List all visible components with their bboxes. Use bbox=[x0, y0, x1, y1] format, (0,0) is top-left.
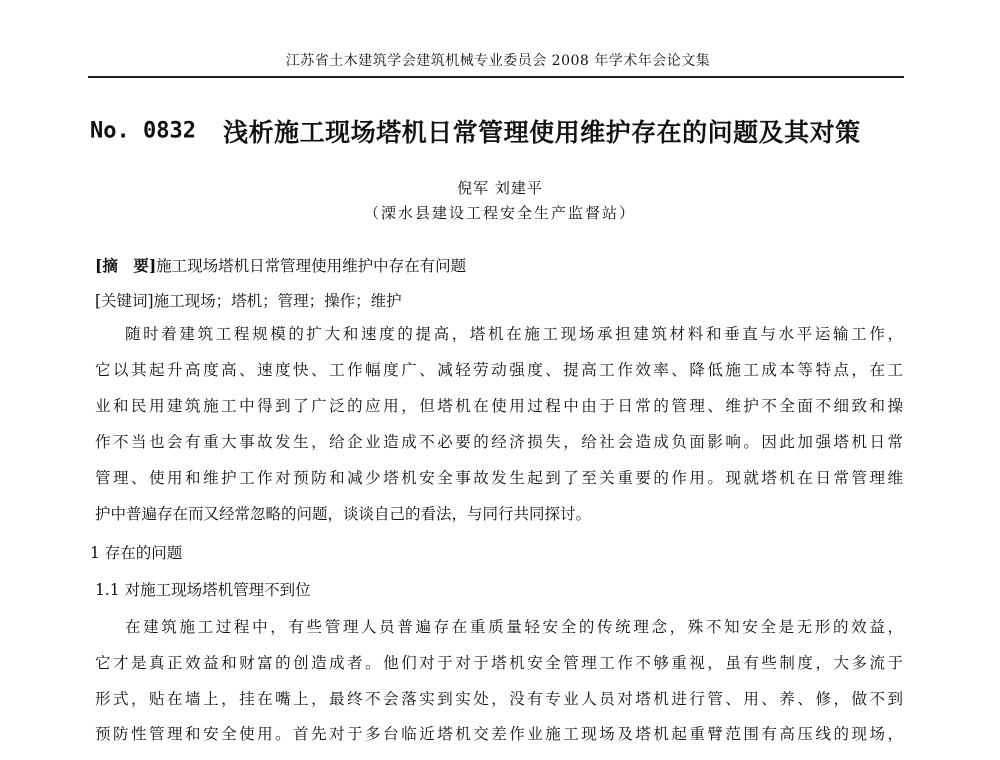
body-line: 预防性管理和安全使用。首先对于多台临近塔机交差作业施工现场及塔机起重臂范围有高压线的现场， bbox=[95, 725, 903, 743]
paper-number: No. 0832 bbox=[90, 118, 196, 144]
section-heading: 1 存在的问题 bbox=[90, 544, 183, 562]
body-line: 在建筑施工过程中，有些管理人员普遍存在重质量轻安全的传统理念，殊不知安全是无形的效益， bbox=[125, 618, 903, 636]
running-header: 江苏省土木建筑学会建筑机械专业委员会 2008 年学术年会论文集 bbox=[285, 53, 711, 69]
keywords-label: [关键词] bbox=[95, 292, 154, 310]
abstract bbox=[95, 254, 466, 276]
intro-line: 随时着建筑工程规模的扩大和速度的提高，塔机在施工现场承担建筑材料和垂直与水平运输工作， bbox=[125, 325, 903, 343]
keywords-text: 施工现场；塔机；管理；操作；维护 bbox=[153, 292, 402, 310]
intro-line: 它以其起升高度高、速度快、工作幅度广、减轻劳动强度、提高工作效率、降低施工成本等特点，在工 bbox=[95, 361, 903, 379]
header-rule bbox=[88, 76, 904, 78]
subsection-heading: 1.1 对施工现场塔机管理不到位 bbox=[95, 581, 311, 599]
intro-line: 业和民用建筑施工中得到了广泛的应用，但塔机在使用过程中由于日常的管理、维护不全面不细致和操 bbox=[95, 397, 903, 415]
title-row bbox=[90, 113, 950, 149]
body-line: 形式，贴在墙上，挂在嘴上，最终不会落实到实处，没有专业人员对塔机进行管、用、养、修，做不到 bbox=[95, 690, 903, 708]
intro-line: 管理、使用和维护工作对预防和减少塔机安全事故发生起到了至关重要的作用。现就塔机在日常管理维 bbox=[95, 469, 903, 487]
abstract-text: 施工现场塔机日常管理使用维护中存在有问题 bbox=[156, 257, 467, 275]
body-line: 它才是真正效益和财富的创造成者。他们对于对于塔机安全管理工作不够重视，虽有些制度，大多流于 bbox=[95, 654, 903, 672]
keywords bbox=[95, 289, 402, 311]
intro-line: 作不当也会有重大事故发生，给企业造成不必要的经济损失，给社会造成负面影响。因此加强塔机日常 bbox=[95, 433, 903, 451]
abstract-label: [摘 要] bbox=[95, 256, 157, 275]
intro-line: 护中普遍存在而又经常忽略的问题，谈谈自己的看法，与同行共同探讨。 bbox=[95, 505, 592, 523]
paper-title: 浅析施工现场塔机日常管理使用维护存在的问题及其对策 bbox=[223, 118, 861, 147]
affiliation: （溧水县建设工程安全生产监督站） bbox=[363, 204, 636, 222]
authors: 倪军 刘建平 bbox=[457, 179, 543, 197]
